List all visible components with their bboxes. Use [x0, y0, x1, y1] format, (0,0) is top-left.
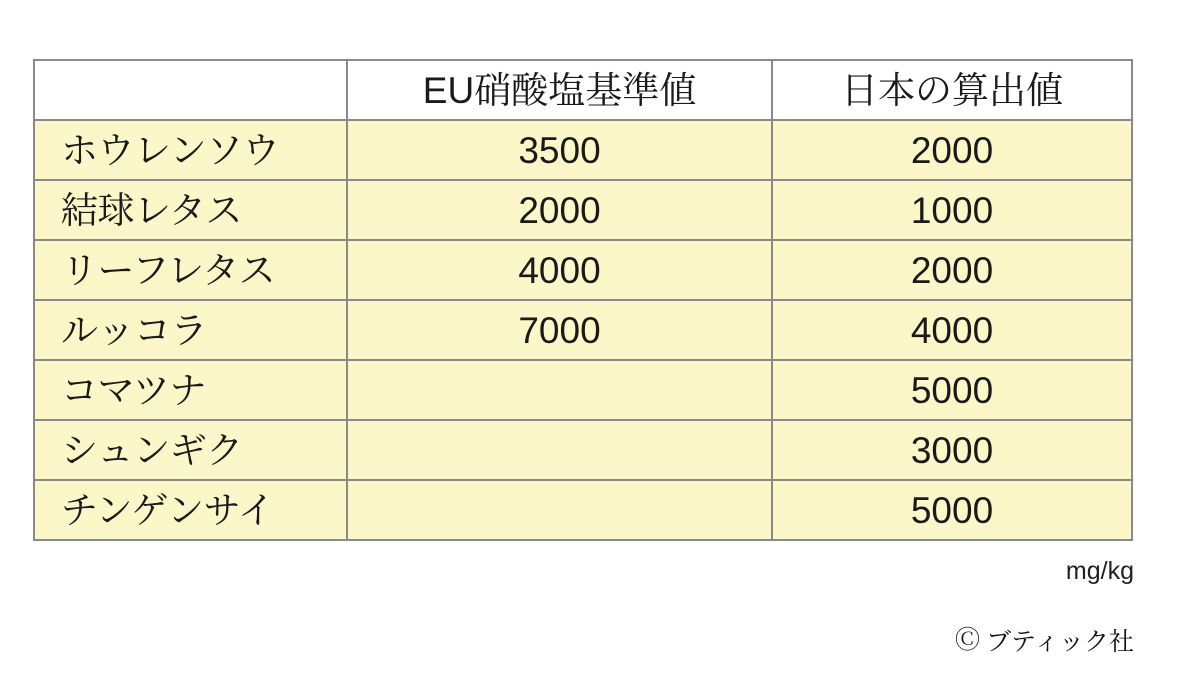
- cell-eu-standard: 3500: [347, 120, 772, 180]
- cell-japan-value: 2000: [772, 240, 1132, 300]
- column-header-japan-value: 日本の算出値: [772, 60, 1132, 120]
- table-corner-cell: [34, 60, 347, 120]
- table-row: [34, 180, 1132, 240]
- cell-japan-value: 4000: [772, 300, 1132, 360]
- cell-japan-value: 1000: [772, 180, 1132, 240]
- table-header: [34, 60, 1132, 120]
- cell-japan-value: 5000: [772, 480, 1132, 540]
- row-header-vegetable: ルッコラ: [34, 300, 347, 360]
- cell-eu-standard: [347, 360, 772, 420]
- table-row: [34, 120, 1132, 180]
- cell-japan-value: 3000: [772, 420, 1132, 480]
- row-header-vegetable: ホウレンソウ: [34, 120, 347, 180]
- row-header-vegetable: シュンギク: [34, 420, 347, 480]
- cell-japan-value: 2000: [772, 120, 1132, 180]
- cell-eu-standard: 7000: [347, 300, 772, 360]
- table-header-row: [34, 60, 1132, 120]
- credit-label: ブティック社: [985, 628, 1134, 656]
- row-header-vegetable: リーフレタス: [34, 240, 347, 300]
- credit: [955, 622, 1134, 658]
- table-row: [34, 420, 1132, 480]
- unit-label: mg/kg: [1065, 557, 1134, 585]
- table-row: [34, 480, 1132, 540]
- nitrate-table-wrapper: [33, 59, 1131, 541]
- cell-japan-value: 5000: [772, 360, 1132, 420]
- cell-eu-standard: 2000: [347, 180, 772, 240]
- table-row: [34, 360, 1132, 420]
- cell-eu-standard: 4000: [347, 240, 772, 300]
- table-row: [34, 300, 1132, 360]
- cell-eu-standard: [347, 480, 772, 540]
- nitrate-standards-table: [33, 59, 1133, 541]
- table-body: [34, 120, 1132, 540]
- row-header-vegetable: 結球レタス: [34, 180, 347, 240]
- table-row: [34, 240, 1132, 300]
- cell-eu-standard: [347, 420, 772, 480]
- row-header-vegetable: チンゲンサイ: [34, 480, 347, 540]
- copyright-icon: Ⓒ: [954, 625, 980, 654]
- column-header-eu-standard: EU硝酸塩基準値: [347, 60, 772, 120]
- row-header-vegetable: コマツナ: [34, 360, 347, 420]
